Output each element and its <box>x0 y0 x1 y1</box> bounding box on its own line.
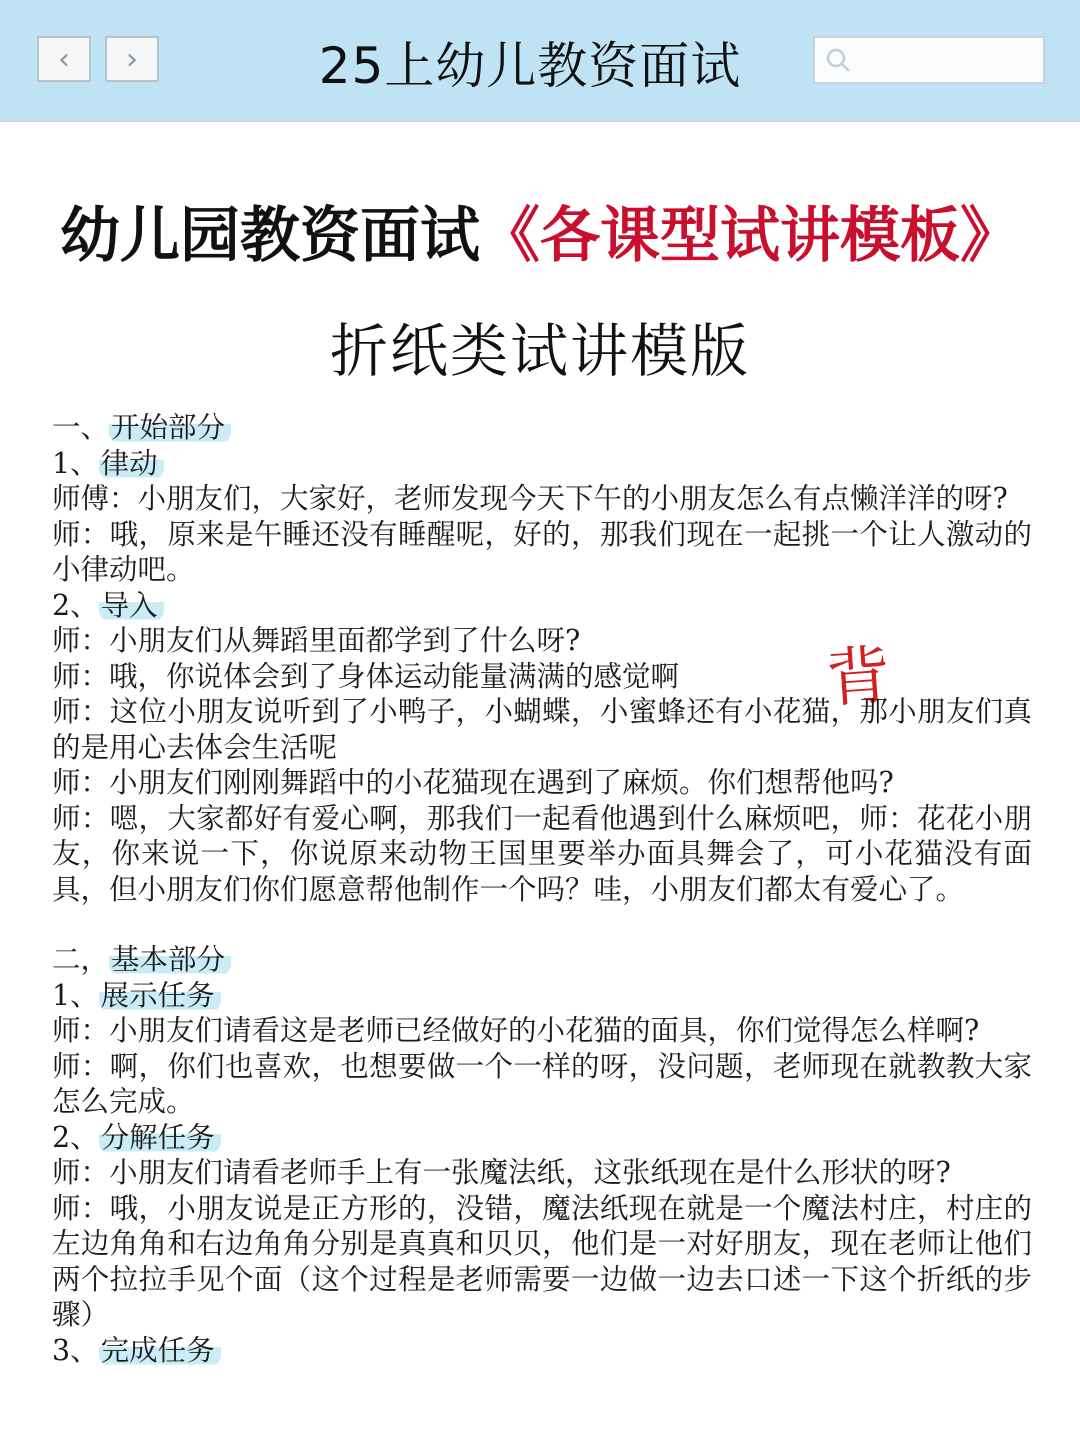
section-heading: 二，基本部分 <box>52 942 1032 978</box>
forward-button[interactable] <box>105 36 159 82</box>
paragraph: 师：这位小朋友说听到了小鸭子，小蝴蝶，小蜜蜂还有小花猫，那小朋友们真的是用心去体会生活呢 <box>52 695 1032 764</box>
paragraph: 师傅：小朋友们，大家好，老师发现今天下午的小朋友怎么有点懒洋洋的呀? <box>52 482 1008 515</box>
handwritten-stamp: 背 <box>823 638 893 718</box>
app-title: 25上幼儿教资面试 <box>318 37 742 95</box>
step-heading-label: 展示任务 <box>99 979 221 1012</box>
document-title-prefix: 幼儿园教资面试 <box>60 201 480 271</box>
step-heading: 1、律动 <box>52 446 1032 482</box>
paragraph: 师：哦，原来是午睡还没有睡醒呢，好的，那我们现在一起挑一个让人激动的小律动吧。 <box>52 517 1032 586</box>
paragraph: 师：小朋友们刚刚舞蹈中的小花猫现在遇到了麻烦。你们想帮他吗? <box>52 766 894 799</box>
paragraph: 师：小朋友们请看这是老师已经做好的小花猫的面具，你们觉得怎么样啊? <box>52 1014 980 1047</box>
back-button[interactable] <box>37 36 91 82</box>
step-heading-label: 导入 <box>99 589 164 622</box>
paragraph: 师：小朋友们请看老师手上有一张魔法纸，这张纸现在是什么形状的呀? <box>52 1156 951 1189</box>
section-heading: 一、开始部分 <box>52 410 1032 446</box>
search-input[interactable] <box>813 36 1045 84</box>
document-title <box>0 188 1080 274</box>
step-heading-label: 律动 <box>99 447 164 480</box>
step-heading-label: 完成任务 <box>99 1334 221 1367</box>
paragraph: 师：哦，小朋友说是正方形的，没错，魔法纸现在就是一个魔法村庄，村庄的左边角角和右边角角分别是真真和贝贝，他们是一对好朋友，现在老师让他们两个拉拉手见个面（这个过程是老师需要一边做一边去口述一下这个折纸的步骤） <box>52 1191 1032 1331</box>
document-subtitle: 折纸类试讲模版 <box>329 317 750 385</box>
section-heading-label: 开始部分 <box>109 411 231 444</box>
document-body <box>52 410 1032 1368</box>
chevron-left-icon: ‹ <box>58 41 70 77</box>
search-icon <box>823 45 853 75</box>
step-heading: 2、分解任务 <box>52 1120 1032 1156</box>
section-heading-label: 基本部分 <box>109 943 231 976</box>
step-heading: 2、导入 <box>52 588 1032 624</box>
paragraph: 师：嗯，大家都好有爱心啊，那我们一起看他遇到什么麻烦吧，师：花花小朋友，你来说一下，你说原来动物王国里要举办面具舞会了，可小花猫没有面具，但小朋友们你们愿意帮他制作一个吗？哇，小朋友们都太有爱心了。 <box>52 801 1032 906</box>
section-gap <box>52 907 1032 942</box>
paragraph: 师：啊，你们也喜欢，也想要做一个一样的呀，没问题，老师现在就教教大家怎么完成。 <box>52 1049 1032 1118</box>
paragraph: 师：哦，你说体会到了身体运动能量满满的感觉啊 <box>52 659 680 693</box>
step-heading-label: 分解任务 <box>99 1121 221 1154</box>
chevron-right-icon: › <box>126 41 138 77</box>
step-heading: 3、完成任务 <box>52 1333 1032 1369</box>
top-bar <box>0 0 1080 122</box>
step-heading: 1、展示任务 <box>52 978 1032 1014</box>
paragraph: 师：小朋友们从舞蹈里面都学到了什么呀? <box>52 624 581 657</box>
document-title-highlight: 《各课型试讲模板》 <box>480 201 1020 271</box>
